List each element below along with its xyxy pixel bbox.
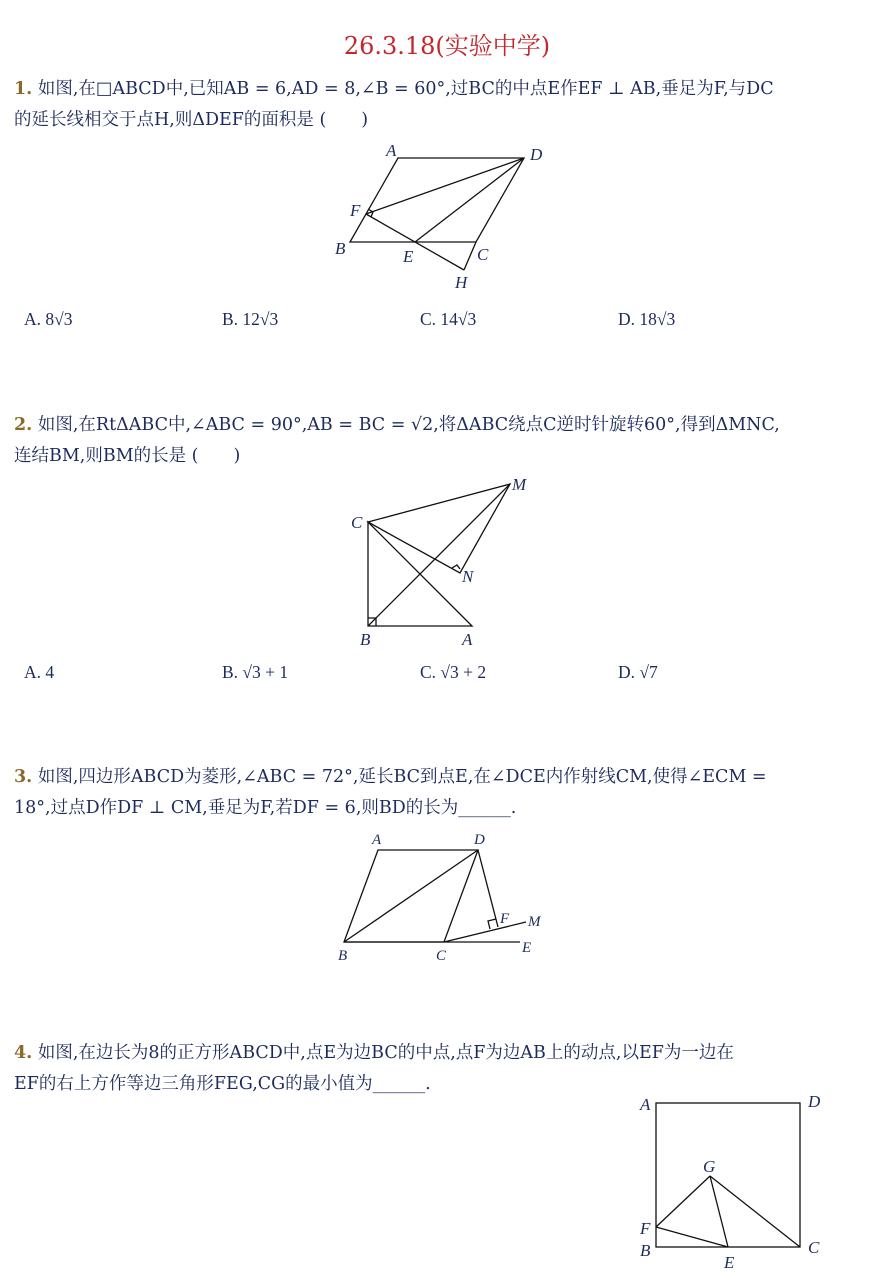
question-2-text-1: 如图,在RtΔABC中,∠ABC = 90°,AB = BC = √2,将ΔABC绕点C逆时针旋转60°,得到ΔMNC, — [37, 415, 780, 435]
q2-option-b[interactable]: B. √3 + 1 — [222, 662, 289, 682]
fig4-label-B: B — [640, 1241, 651, 1260]
question-3-text-1: 如图,四边形ABCD为菱形,∠ABC = 72°,延长BC到点E,在∠DCE内作射线CM,使得∠ECM = — [37, 767, 767, 787]
fig2-label-C: C — [351, 513, 363, 532]
figure-1 — [330, 140, 560, 295]
q1-option-d[interactable]: D. 18√3 — [618, 309, 676, 329]
q1-option-c[interactable]: C. 14√3 — [420, 309, 477, 329]
question-4-line2: EF的右上方作等边三角形FEG,CG的最小值为______. — [14, 1074, 431, 1094]
question-4-line1 — [14, 1038, 876, 1069]
question-4-text-1: 如图,在边长为8的正方形ABCD中,点E为边BC的中点,点F为边AB上的动点,以EF为一边在 — [37, 1043, 734, 1063]
question-1-line1 — [14, 74, 876, 105]
question-3-number: 3. — [14, 767, 33, 787]
fig1-label-E: E — [403, 247, 414, 266]
question-1-number: 1. — [14, 79, 33, 99]
question-2-number: 2. — [14, 415, 33, 435]
fig1-label-A: A — [386, 141, 397, 160]
fig3-label-F: F — [500, 911, 510, 927]
question-3 — [14, 762, 876, 824]
q1-option-b[interactable]: B. 12√3 — [222, 309, 279, 329]
fig2-label-M: M — [512, 475, 527, 494]
q2-option-d[interactable]: D. √7 — [618, 662, 658, 682]
fig2-label-B: B — [360, 630, 371, 649]
fig1-label-C: C — [477, 245, 489, 264]
figure-4 — [636, 1090, 836, 1270]
figure-3 — [330, 828, 550, 968]
question-2-line1 — [14, 410, 876, 441]
question-2-line2: 连结BM,则BM的长是 ( ) — [14, 446, 241, 466]
fig3-label-B: B — [338, 948, 348, 964]
fig4-label-D: D — [808, 1092, 821, 1111]
fig3-label-M: M — [528, 914, 541, 930]
question-1-text-1: 如图,在□ABCD中,已知AB = 6,AD = 8,∠B = 60°,过BC的中点E作EF ⊥ AB,垂足为F,与DC — [37, 79, 774, 99]
fig3-label-E: E — [522, 940, 532, 956]
fig4-label-C: C — [808, 1238, 820, 1257]
fig1-label-H: H — [455, 273, 468, 292]
question-3-line1 — [14, 762, 876, 793]
question-4-number: 4. — [14, 1043, 33, 1063]
fig4-label-E: E — [724, 1253, 735, 1272]
figure-2 — [340, 474, 550, 654]
fig1-label-D: D — [530, 145, 543, 164]
fig3-label-A: A — [372, 832, 382, 848]
fig3-label-D: D — [474, 832, 485, 848]
fig2-label-N: N — [462, 567, 474, 586]
q1-option-a[interactable]: A. 8√3 — [24, 309, 73, 329]
fig1-label-F: F — [350, 201, 361, 220]
fig3-label-C: C — [436, 948, 447, 964]
fig1-label-B: B — [335, 239, 346, 258]
q2-option-a[interactable]: A. 4 — [24, 662, 55, 682]
q2-option-c[interactable]: C. √3 + 2 — [420, 662, 487, 682]
page-title: 26.3.18(实验中学) — [343, 32, 551, 60]
fig4-label-A: A — [640, 1095, 651, 1114]
fig4-label-G: G — [703, 1157, 716, 1176]
question-3-line2: 18°,过点D作DF ⊥ CM,垂足为F,若DF = 6,则BD的长为______. — [14, 798, 517, 818]
question-1 — [14, 74, 876, 136]
question-1-line2: 的延长线相交于点H,则ΔDEF的面积是 ( ) — [14, 110, 369, 130]
question-2 — [14, 410, 876, 472]
fig2-label-A: A — [462, 630, 473, 649]
fig4-label-F: F — [640, 1219, 651, 1238]
